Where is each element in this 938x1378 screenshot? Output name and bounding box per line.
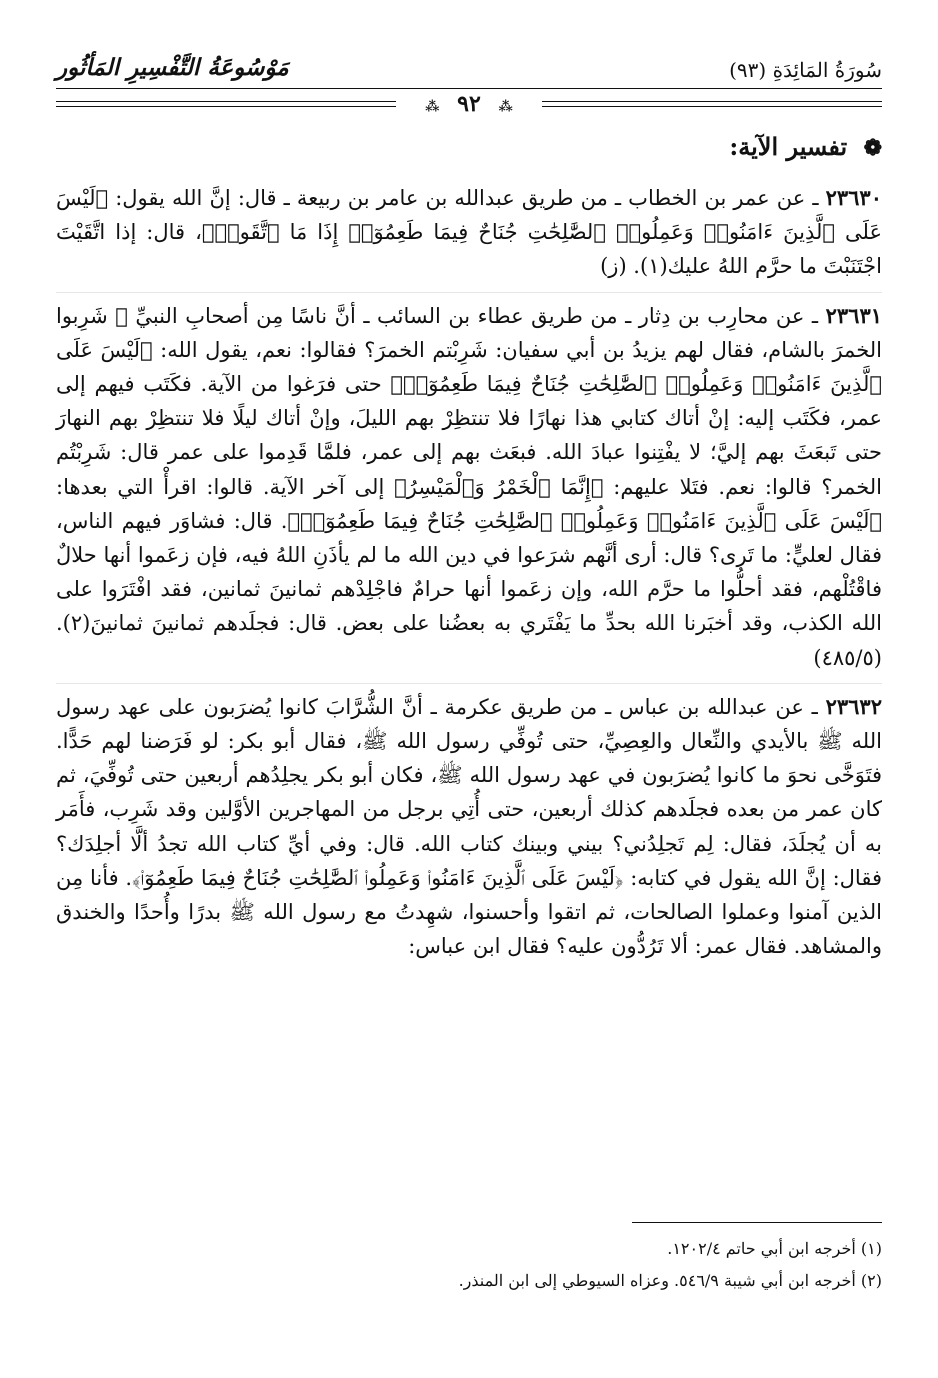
page-number-wrap — [56, 91, 882, 117]
entry-text: ـ عن عمر بن الخطاب ـ من طريق عبدالله بن عامر بن ربيعة ـ قال: إنَّ الله يقول: ﴿لَيْسَ عَلَى ٱلَّذِينَ ءَامَنُوا۟ وَعَمِلُوا۟ ٱلصَّٰلِحَٰتِ جُنَاحٌ فِيمَا طَعِمُوٓا۟ إِذَا مَا ٱتَّقَوا۟﴾، قال: إذا اتَّقَيْتَ اجْتَنَبْتَ ما حرَّم اللهُ عليك(١). (ز) — [56, 186, 882, 279]
footnote-rule — [632, 1222, 882, 1223]
header-rule-row — [56, 91, 882, 117]
ornament-icon: ⁂ — [425, 99, 440, 115]
hadith-entry — [56, 175, 882, 284]
hadith-entry — [56, 292, 882, 675]
footnote: (٢) أخرجه ابن أبي شيبة ٥٤٦/٩. وعزاه السيوطي إلى ابن المنذر. — [458, 1271, 882, 1290]
page-number: ٩٢ — [457, 91, 481, 117]
footnote: (١) أخرجه ابن أبي حاتم ١٢٠٢/٤. — [667, 1239, 882, 1258]
entry-text: ـ عن محارِب بن دِثار ـ من طريق عطاء بن السائب ـ أنَّ ناسًا مِن أصحابِ النبيِّ ﷺ شَرِبوا الخمرَ بالشام، فقال لهم يزيدُ بن أبي سفيان: شَرِبْتم الخمرَ؟ فقالوا: نعم، يقول الله: ﴿لَيْسَ عَلَى ٱلَّذِينَ ءَامَنُوا۟ وَعَمِلُوا۟ ٱلصَّٰلِحَٰتِ جُنَاحٌ فِيمَا طَعِمُوٓا۟﴾ حتى فرَغوا من الآية. فكَتَب فيهم إلى عمر، فكَتَب إليه: إنْ أتاك كتابي هذا نهارًا فلا تنتظِرْ بهم الليلَ، وإنْ أتاك ليلًا فلا تنتظِرْ بهم النهارَ حتى تَبعَثَ بهم إليَّ؛ لا يفْتِنوا عبادَ الله. فبعَث بهم إلى عمر، فلمَّا قَدِموا على عمر قال: شَرِبْتُم الخمر؟ قالوا: نعم. فتَلا عليهم: ﴿إِنَّمَا ٱلْخَمْرُ وَٱلْمَيْسِرُ﴾ إلى آخر الآية. قالوا: اقرأْ التي بعدها: ﴿لَيْسَ عَلَى ٱلَّذِينَ ءَامَنُوا۟ وَعَمِلُوا۟ ٱلصَّٰلِحَٰتِ جُنَاحٌ فِيمَا طَعِمُوٓا۟﴾. قال: فشاوَر فيهم الناس، فقال لعليٍّ: ما تَرى؟ قال: أرى أنَّهم شرَعوا في دين الله ما لم يأذَنِ اللهُ فيه، فإن زعَموا أنها حلالٌ فاقْتُلْهم، فقد أحلُّوا ما حرَّم الله، وإن زعَموا أنها حرامٌ فاجْلِدْهم ثمانينَ ثمانين، فقد افْتَرَوا على الله الكذب، وقد أخبَرنا الله بحدِّ ما يَفْتَري به بعضُنا على بعض. قال: فجلَدهم ثمانينَ ثمانينَ(٢). (٤٨٥/٥) — [56, 303, 882, 670]
hadith-entry — [56, 683, 882, 964]
flower-icon: ❁ — [863, 135, 882, 161]
running-header — [56, 48, 882, 117]
book-title: مَوْسُوعَةُ التَّفْسِيرِ المَأثُور — [56, 54, 289, 81]
surah-label: سُورَةُ المَائِدَةِ (٩٣) — [729, 58, 882, 82]
ornament-icon: ⁂ — [498, 99, 513, 115]
entry-number: ٢٣٦٣٢ — [825, 693, 882, 719]
entry-text: ـ عن عبدالله بن عباس ـ من طريق عكرمة ـ أنَّ الشُّرَّابَ كانوا يُضرَبون على عهد رسول الله ﷺ بالأيدي والنِّعال والعِصِيِّ، حتى تُوفِّي رسول الله ﷺ، فقال أبو بكر: لو فَرَضنا لهم حَدًّا. فتَوَخَّى نحوَ ما كانوا يُضرَبون في عهد رسول الله ﷺ، فكان أبو بكر يجلِدُهم أربعين حتى تُوفِّيَ، ثم كان عمر من بعده فجلَدهم كذلك أربعين، حتى أُتِي برجل من المهاجرين الأوَّلين وقد شَرِب، فأَمَر به أن يُجلَدَ، فقال: لِم تَجلِدُني؟ بيني وبينك كتاب الله. قال: وفي أيِّ كتاب الله تجدُ ألَّا أجلِدَك؟ فقال: إنَّ الله يقول في كتابه: ﴿لَيْسَ عَلَى ٱلَّذِينَ ءَامَنُوا۟ وَعَمِلُوا۟ ٱلصَّٰلِحَٰتِ جُنَاحٌ فِيمَا طَعِمُوٓا۟﴾. فأنا مِن الذين آمنوا وعملوا الصالحات، ثم اتقوا وأحسنوا، شهِدتُ مع رسول الله ﷺ بدرًا وأُحدًا والخندق والمشاهد. فقال عمر: ألا تَرُدُّون عليه؟ فقال ابن عباس: — [56, 694, 882, 959]
main-text — [56, 132, 882, 971]
entry-number: ٢٣٦٣١ — [825, 302, 883, 328]
footnotes — [56, 1222, 882, 1297]
section-heading — [56, 132, 882, 161]
entry-number: ٢٣٦٣٠ — [825, 185, 882, 210]
section-title: تفسير الآية: — [729, 132, 848, 161]
header-rule-top — [56, 88, 882, 89]
